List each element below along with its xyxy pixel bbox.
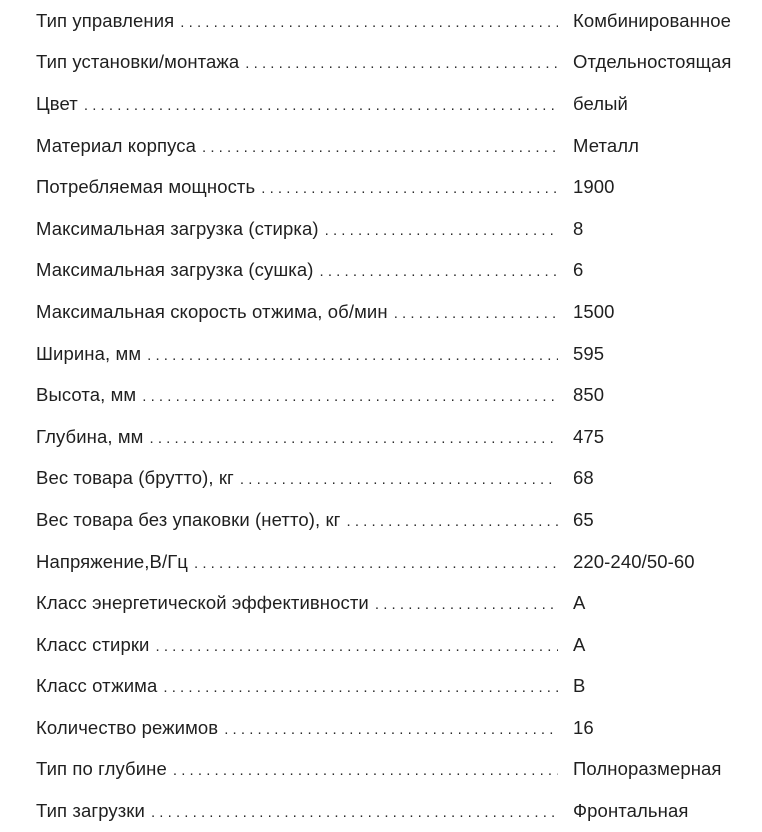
dot-leader (194, 555, 558, 572)
spec-value: 68 (573, 467, 594, 489)
spec-name: Класс энергетической эффективности (36, 592, 369, 614)
dot-leader (347, 513, 559, 530)
dot-leader (149, 430, 558, 447)
spec-name: Вес товара без упаковки (нетто), кг (36, 508, 341, 530)
spec-row (36, 416, 756, 458)
dot-leader (375, 596, 558, 613)
dot-leader (394, 305, 558, 322)
spec-row (36, 208, 756, 250)
spec-row (36, 458, 756, 500)
dot-leader (202, 139, 558, 156)
dot-leader (224, 721, 558, 738)
spec-name: Тип загрузки (36, 800, 145, 822)
spec-row (36, 333, 756, 375)
spec-name: Максимальная загрузка (стирка) (36, 217, 319, 239)
spec-value: 16 (573, 716, 594, 738)
spec-row (36, 250, 756, 292)
spec-row (36, 42, 756, 84)
dot-leader (142, 388, 558, 405)
dot-leader (155, 638, 558, 655)
spec-row (36, 291, 756, 333)
specs-list (36, 0, 756, 832)
spec-value: A (573, 592, 586, 614)
dot-leader (245, 55, 558, 72)
dot-leader (84, 97, 558, 114)
dot-leader (173, 762, 558, 779)
spec-value: 1900 (573, 176, 615, 198)
spec-row (36, 0, 756, 42)
spec-value: 850 (573, 384, 605, 406)
dot-leader (325, 222, 558, 239)
dot-leader (320, 263, 558, 280)
spec-value: Отдельностоящая (573, 51, 732, 73)
spec-value: 475 (573, 425, 605, 447)
dot-leader (180, 14, 558, 31)
spec-value: 220-240/50-60 (573, 550, 695, 572)
spec-value: белый (573, 92, 628, 114)
spec-row (36, 125, 756, 167)
spec-name: Вес товара (брутто), кг (36, 467, 234, 489)
spec-value: Металл (573, 134, 640, 156)
spec-name: Максимальная загрузка (сушка) (36, 259, 314, 281)
spec-row (36, 790, 756, 832)
spec-name: Класс отжима (36, 675, 158, 697)
spec-value: 6 (573, 259, 584, 281)
spec-row (36, 499, 756, 541)
spec-name: Материал корпуса (36, 134, 196, 156)
spec-value: Полноразмерная (573, 758, 722, 780)
spec-name: Цвет (36, 92, 78, 114)
spec-row (36, 707, 756, 749)
spec-row (36, 374, 756, 416)
dot-leader (240, 471, 558, 488)
spec-row (36, 166, 756, 208)
spec-row (36, 666, 756, 708)
dot-leader (163, 679, 558, 696)
spec-name: Тип по глубине (36, 758, 167, 780)
spec-value: Фронтальная (573, 800, 689, 822)
dot-leader (151, 804, 558, 821)
spec-value: 65 (573, 508, 594, 530)
spec-name: Класс стирки (36, 633, 150, 655)
spec-row (36, 582, 756, 624)
spec-name: Высота, мм (36, 384, 137, 406)
spec-name: Ширина, мм (36, 342, 142, 364)
spec-row (36, 749, 756, 791)
spec-row (36, 624, 756, 666)
spec-value: B (573, 675, 586, 697)
spec-row (36, 83, 756, 125)
spec-value: 1500 (573, 300, 615, 322)
spec-value: Комбинированное (573, 9, 732, 31)
spec-name: Тип управления (36, 9, 175, 31)
spec-value: 8 (573, 217, 584, 239)
spec-name: Максимальная скорость отжима, об/мин (36, 300, 388, 322)
dot-leader (261, 180, 558, 197)
spec-name: Глубина, мм (36, 425, 144, 447)
spec-name: Количество режимов (36, 716, 219, 738)
dot-leader (147, 347, 558, 364)
spec-value: 595 (573, 342, 605, 364)
spec-name: Напряжение,В/Гц (36, 550, 189, 572)
spec-name: Потребляемая мощность (36, 176, 256, 198)
spec-value: A (573, 633, 586, 655)
spec-name: Тип установки/монтажа (36, 51, 240, 73)
spec-row (36, 541, 756, 583)
